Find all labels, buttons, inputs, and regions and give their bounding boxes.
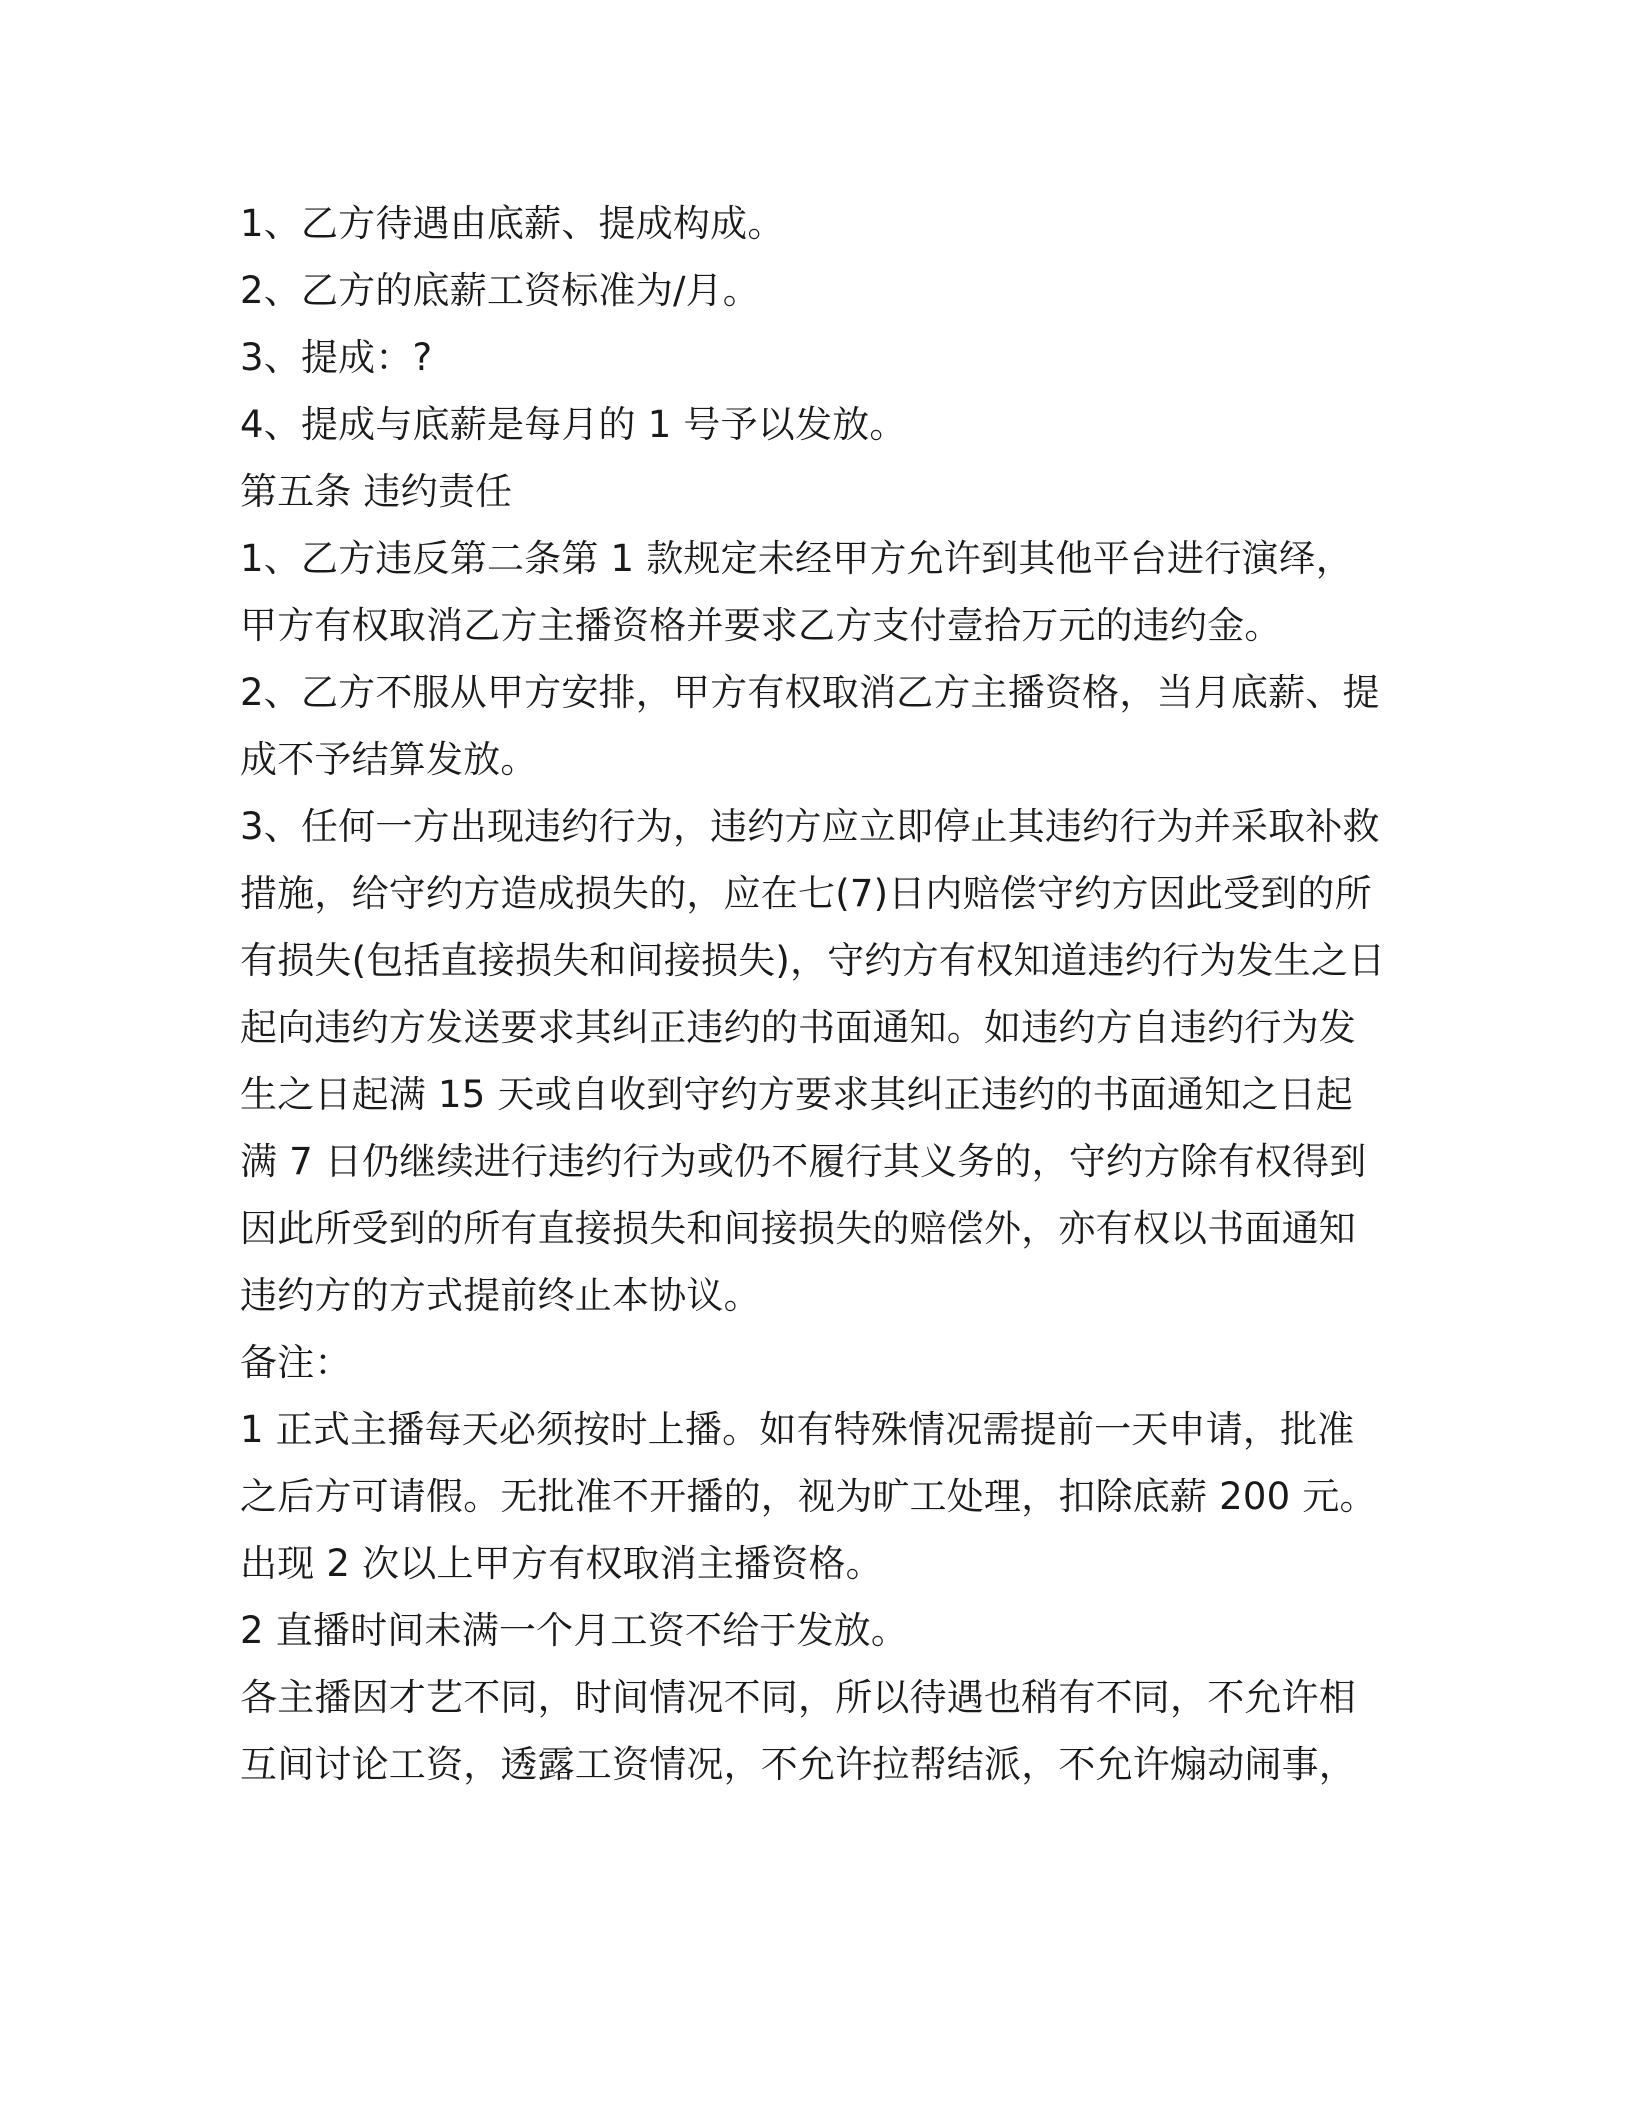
section-heading-breach-liability: 第五条 违约责任 bbox=[240, 470, 513, 513]
paragraph-commission: 3、提成：? bbox=[240, 336, 433, 379]
remark-item-2: 2 直播时间未满一个月工资不给于发放。 bbox=[240, 1609, 909, 1652]
document-body bbox=[240, 190, 1390, 1798]
paragraph-base-salary: 2、乙方的底薪工资标准为/月。 bbox=[240, 269, 761, 312]
paragraph-breach-clause-1: 1、乙方违反第二条第 1 款规定未经甲方允许到其他平台进行演绎，甲方有权取消乙方主播资格并要求乙方支付壹拾万元的违约金。 bbox=[240, 537, 1354, 647]
paragraph-breach-clause-3: 3、任何一方出现违约行为，违约方应立即停止其违约行为并采取补救措施，给守约方造成损失的，应在七(7)日内赔偿守约方因此受到的所有损失(包括直接损失和间接损失)，守约方有权知道违约行为发生之日起向违约方发送要求其纠正违约的书面通知。如违约方自违约行为发生之日起满 15 天或自收到守约方要求其纠正违约的书面通知之日起满 7 日仍继续进行违约行为或仍不履行其义务的，守约方除有权得到因此所受到的所有直接损失和间接损失的赔偿外，亦有权以书面通知违约方的方式提前终止本协议。 bbox=[240, 805, 1386, 1317]
paragraph-salary-confidentiality: 各主播因才艺不同，时间情况不同，所以待遇也稍有不同，不允许相互间讨论工资，透露工资情况，不允许拉帮结派，不允许煽动闹事， bbox=[240, 1676, 1356, 1786]
paragraph-salary-composition: 1、乙方待遇由底薪、提成构成。 bbox=[240, 202, 785, 245]
paragraph-payment-date: 4、提成与底薪是每月的 1 号予以发放。 bbox=[240, 403, 907, 446]
paragraph-breach-clause-2: 2、乙方不服从甲方安排，甲方有权取消乙方主播资格，当月底薪、提成不予结算发放。 bbox=[240, 671, 1380, 781]
remarks-heading: 备注： bbox=[240, 1341, 352, 1384]
remark-item-1: 1 正式主播每天必须按时上播。如有特殊情况需提前一天申请，批准之后方可请假。无批准不开播的，视为旷工处理，扣除底薪 200 元。出现 2 次以上甲方有权取消主播资格。 bbox=[240, 1408, 1377, 1585]
